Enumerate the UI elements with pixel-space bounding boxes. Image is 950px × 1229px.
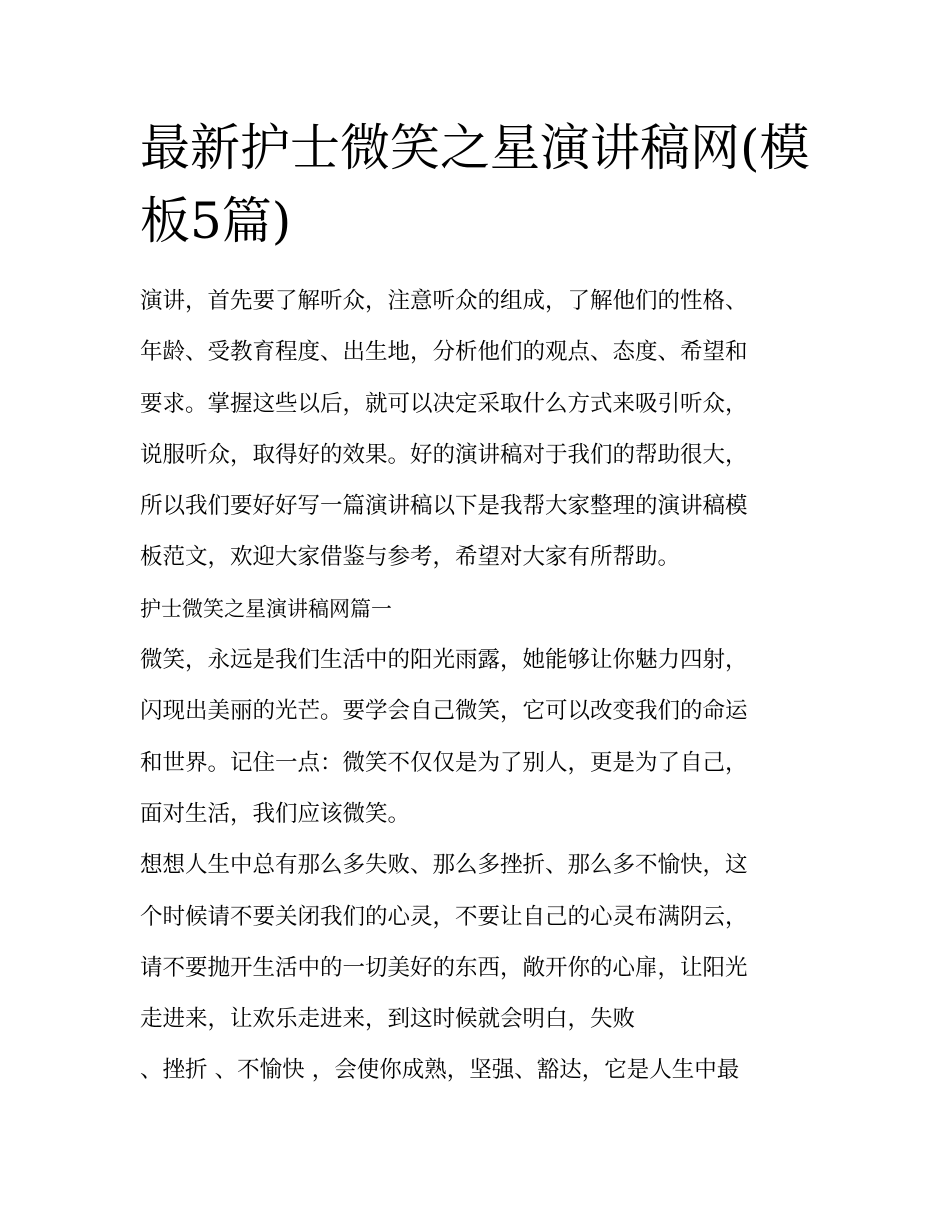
document-title <box>140 112 820 258</box>
intro-line-5: 所以我们要好好写一篇演讲稿以下是我帮大家整理的演讲稿模 <box>140 493 748 520</box>
paragraph-2-line-1: 想想人生中总有那么多失败、那么多挫折、那么多不愉快，这 <box>140 852 748 879</box>
paragraph-2-line-3: 请不要抛开生活中的一切美好的东西，敞开你的心扉，让阳光 <box>140 954 748 981</box>
title-line-1: 最新护士微笑之星演讲稿网(模 <box>140 119 810 177</box>
paragraph-1-line-2: 闪现出美丽的光芒。要学会自己微笑，它可以改变我们的命运 <box>140 698 748 725</box>
section-heading: 护士微笑之星演讲稿网篇一 <box>140 596 392 621</box>
intro-line-1: 演讲，首先要了解听众，注意听众的组成，了解他们的性格、 <box>140 288 748 314</box>
intro-line-3: 要求。掌握这些以后，就可以决定采取什么方式来吸引听众， <box>140 390 748 417</box>
paragraph-1-line-4: 面对生活，我们应该微笑。 <box>140 800 411 827</box>
document-body <box>140 276 820 1097</box>
paragraph-1-line-1: 微笑，永远是我们生活中的阳光雨露，她能够让你魅力四射， <box>140 647 748 674</box>
paragraph-2-line-4: 走进来，让欢乐走进来，到这时候就会明白，失败 <box>140 1006 636 1033</box>
title-line-2: 板5篇) <box>140 192 292 250</box>
intro-line-6: 板范文，欢迎大家借鉴与参考，希望对大家有所帮助。 <box>140 544 681 571</box>
intro-line-2: 年龄、受教育程度、出生地，分析他们的观点、态度、希望和 <box>140 339 748 366</box>
paragraph-2-line-5: 、挫折 、不愉快 ，会使你成熟，坚强、豁达，它是人生中最 <box>140 1057 740 1084</box>
intro-line-4: 说服听众，取得好的效果。好的演讲稿对于我们的帮助很大， <box>140 441 748 468</box>
paragraph-2-line-2: 个时候请不要关闭我们的心灵，不要让自己的心灵布满阴云， <box>140 903 748 930</box>
paragraph-1-line-3: 和世界。记住一点：微笑不仅仅是为了别人，更是为了自己， <box>140 749 748 776</box>
